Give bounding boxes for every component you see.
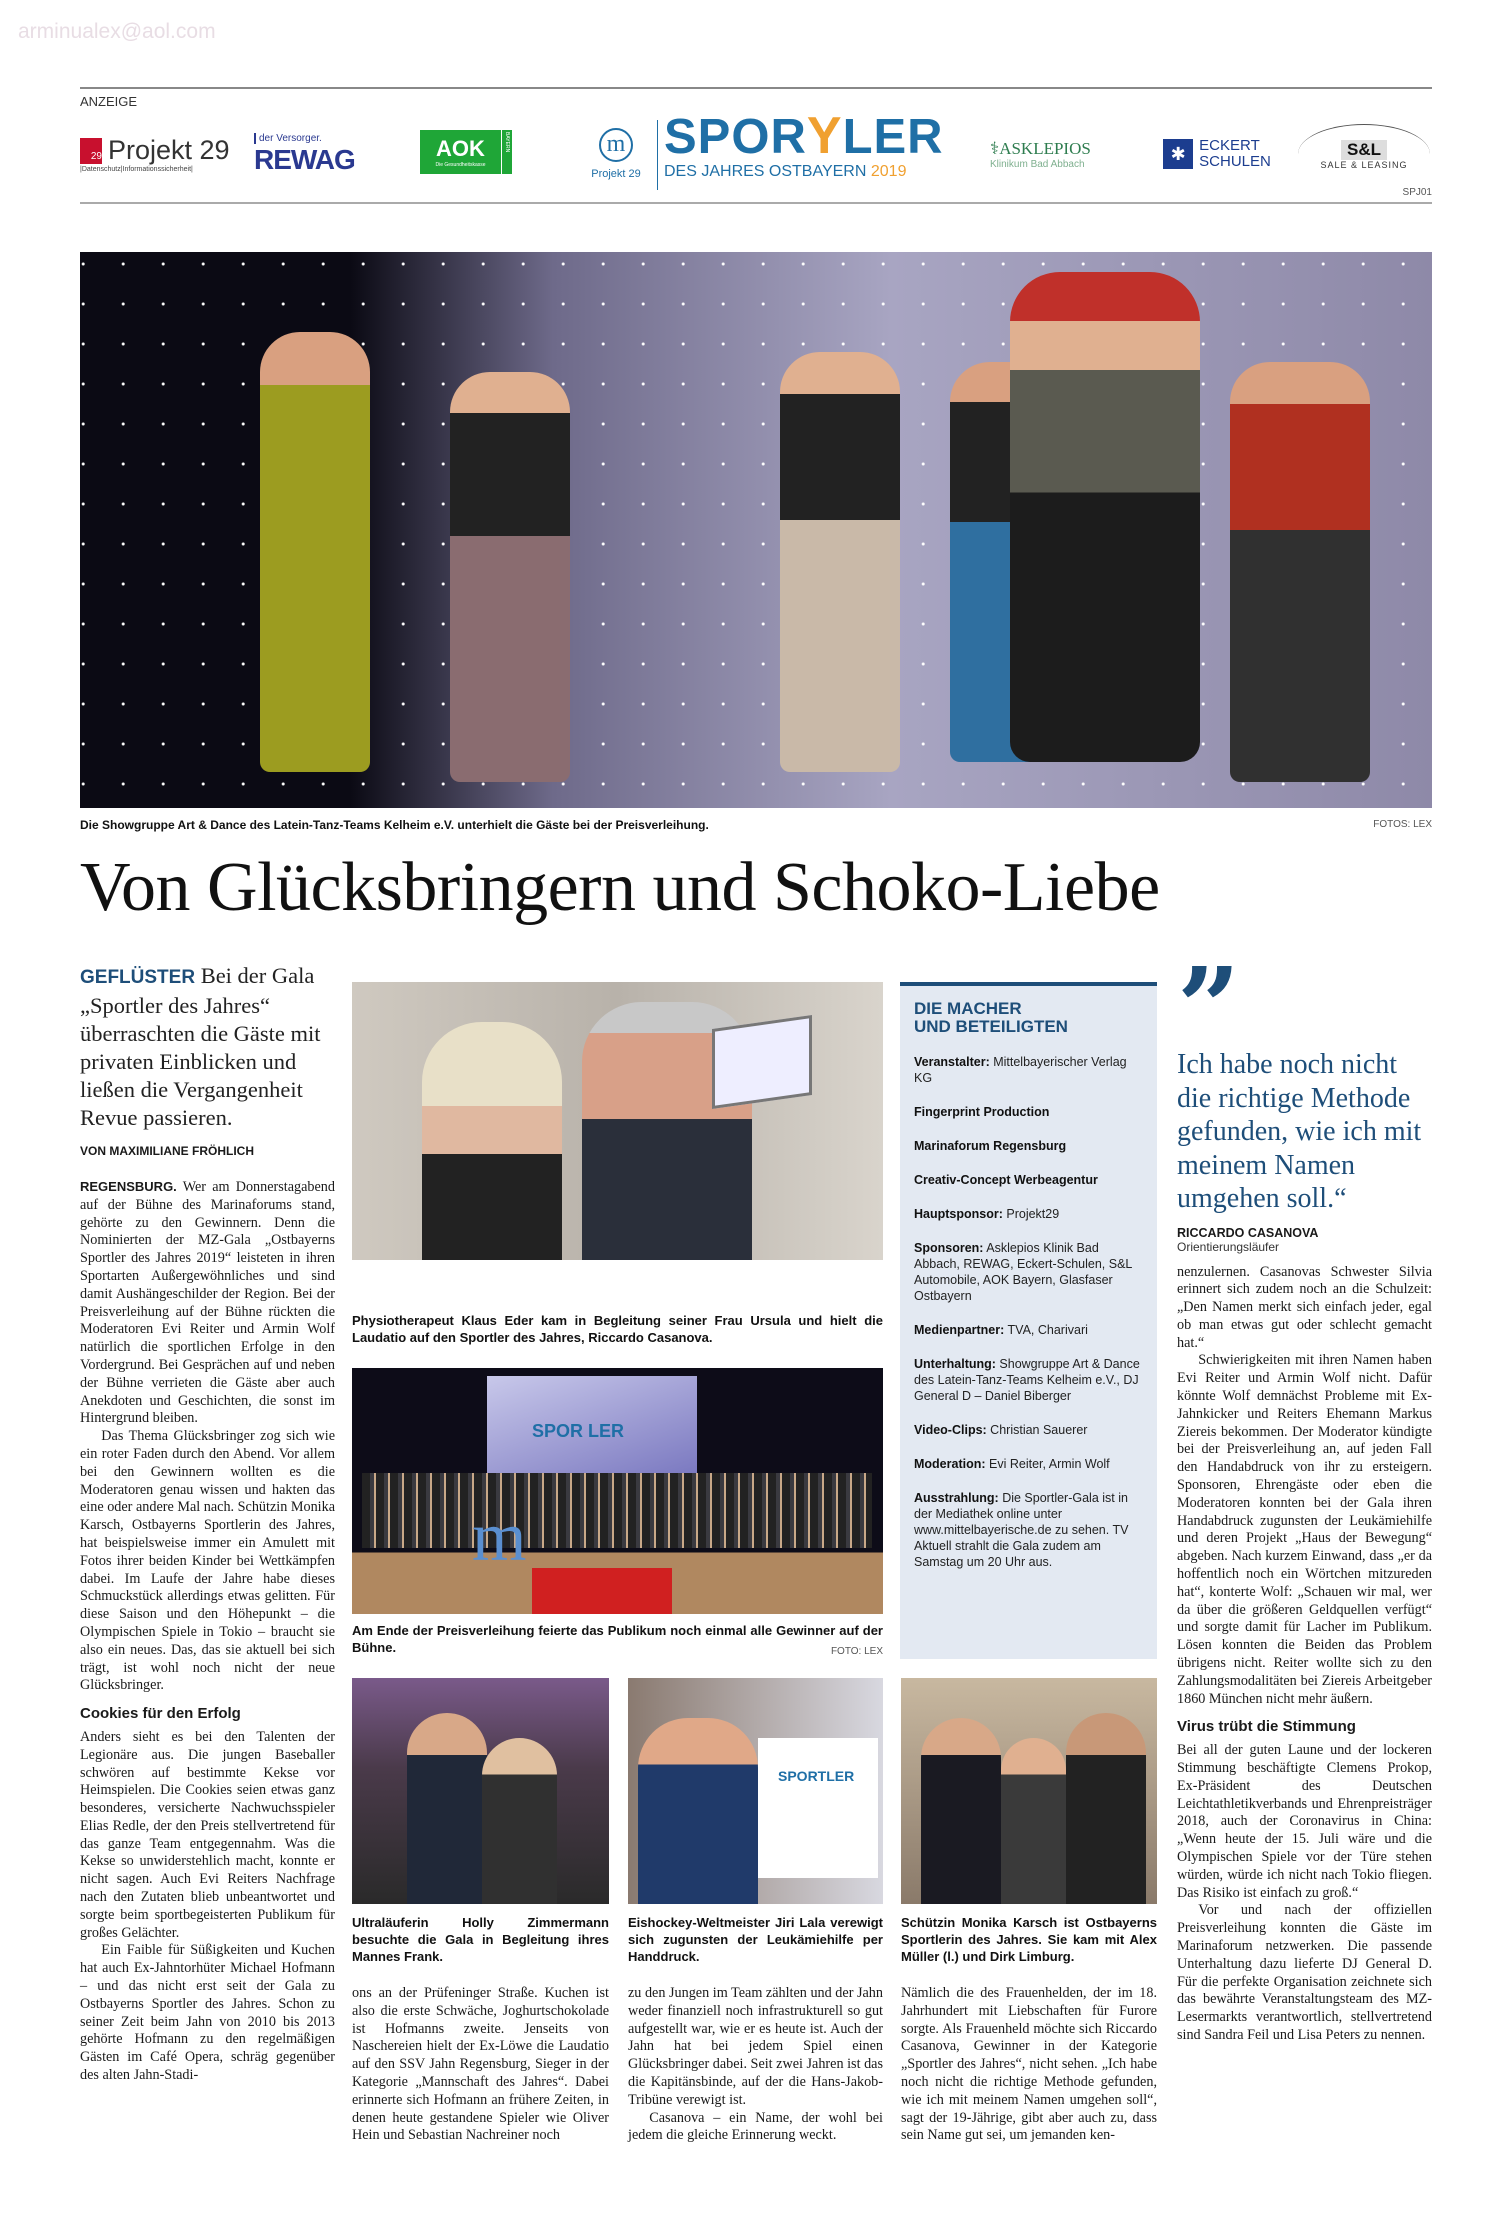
dancer-figure bbox=[260, 332, 370, 772]
info-box-item bbox=[914, 1104, 1143, 1120]
info-label: Hauptsponsor: bbox=[914, 1207, 1003, 1221]
logo-sl[interactable]: S&L SALE & LEASING bbox=[1298, 124, 1430, 184]
logo-projekt29[interactable]: 29 Projekt 29 |Datenschutz|Informationssicherheit| bbox=[80, 135, 230, 173]
column-4-wrap bbox=[901, 1914, 1157, 2145]
info-box-item bbox=[914, 1172, 1143, 1188]
hero-caption: Die Showgruppe Art & Dance des Latein-Tanz-Teams Kelheim e.V. unterhielt die Gäste bei der Preisverleihung. bbox=[80, 818, 709, 832]
info-label: Unterhaltung: bbox=[914, 1357, 996, 1371]
ad-bottom-rule bbox=[80, 202, 1432, 204]
logo-rewag[interactable]: der Versorger. REWAG bbox=[254, 124, 384, 184]
info-label: Sponsoren: bbox=[914, 1241, 984, 1255]
info-label: Ausstrahlung: bbox=[914, 1491, 999, 1505]
article-column-3: zu den Jungen im Team zählten und der Jahn weder finanziell noch infrastrukturell so gut aufgestellt war, wie er es heute ist. Auch der Jahn hat bei jedem Spiel einen Glücksbringer dabei. Seit zwei Jahren ist das die Kapitänsbinde, auf der die Hans-Jakob-Tribüne verewigt ist. Casanova – ein Name, der wohl bei jedem die gleiche Erinnerung weckt. bbox=[628, 1985, 883, 2144]
eckert-icon: ✱ bbox=[1163, 139, 1193, 169]
photo-caption: Am Ende der Preisverleihung feierte das Publikum noch einmal alle Gewinner auf der Bühne. bbox=[352, 1623, 883, 1655]
subheading: Virus trübt die Stimmung bbox=[1177, 1718, 1356, 1736]
info-value: Evi Reiter, Armin Wolf bbox=[985, 1457, 1110, 1471]
hero-photo-dancers bbox=[80, 252, 1432, 808]
info-label: Medienpartner: bbox=[914, 1323, 1005, 1337]
photo-klaus-eder bbox=[352, 982, 883, 1260]
info-box-title: DIE MACHER UND BETEILIGTEN bbox=[914, 999, 1068, 1036]
column-2-wrap bbox=[352, 1914, 609, 2145]
info-value: Projekt29 bbox=[1002, 1207, 1060, 1221]
info-box-item bbox=[914, 1422, 1143, 1438]
dancer-figure bbox=[780, 352, 900, 772]
info-box-item bbox=[914, 1054, 1143, 1086]
column-3-wrap bbox=[628, 1914, 883, 2145]
quote-author-role: Orientierungsläufer bbox=[1177, 1239, 1280, 1254]
photo-credit: FOTO: LEX bbox=[830, 1646, 883, 1657]
info-label: Video-Clips: bbox=[914, 1423, 987, 1437]
info-label: Marinaforum Regensburg bbox=[914, 1139, 1067, 1153]
logo-eckert[interactable]: ✱ ECKERT SCHULEN bbox=[1157, 124, 1277, 184]
photo-caption: Eishockey-Weltmeister Jiri Lala verewigt sich zugunsten der Leukämiehilfe per Handdruck. bbox=[628, 1915, 883, 1964]
photo-holly-zimmermann bbox=[352, 1678, 609, 1904]
info-value: Showgruppe Art & Dance des Latein-Tanz-Teams Kelheim e.V., DJ General D – Daniel Biberger bbox=[914, 1357, 1140, 1403]
person-figure bbox=[638, 1718, 758, 1904]
photo-stage-winners bbox=[352, 1368, 883, 1614]
kicker: GEFLÜSTER bbox=[80, 967, 196, 988]
handprint-board: SPORTLER bbox=[758, 1738, 878, 1878]
asklepios-icon: ⚕ bbox=[990, 138, 1000, 158]
projekt29-icon: 29 bbox=[80, 138, 102, 164]
mz-stage-logo: m bbox=[472, 1499, 527, 1576]
info-value: TVA, Charivari bbox=[1004, 1323, 1088, 1337]
crowd bbox=[362, 1473, 872, 1548]
photo-caption: Physiotherapeut Klaus Eder kam in Begleitung seiner Frau Ursula und hielt die Laudatio auf den Sportler des Jahres, Riccardo Casanova. bbox=[352, 1313, 883, 1345]
info-box-item bbox=[914, 1240, 1143, 1304]
person-figure bbox=[921, 1718, 1001, 1904]
person-figure bbox=[407, 1713, 487, 1904]
person-figure bbox=[1066, 1713, 1146, 1904]
mz-icon: m bbox=[599, 128, 633, 162]
info-label: Moderation: bbox=[914, 1457, 986, 1471]
dateline: REGENSBURG. bbox=[80, 1179, 177, 1194]
article-column-5: nenzulernen. Casanovas Schwester Silvia erinnert sich zudem noch an die Schulzeit: „Den Namen merkt sich einfach jeder, egal ob man etwas gut oder schlecht gemacht hat.“ Schwierigkeiten mit ihren Namen haben Evi Reiter und Armin Wolf nicht. Dafür könnte Wolf demnächst Probleme mit Ex-Jahnkicker und Reiters Ehemann Markus Ziereis bekommen. Der Moderator kündigte bei der Preisverleihung an, auf jeden Fall den Handabdruck von ihr zu ersteigern. Sponsoren, Ehrengäste oder eben die Moderatoren konnten bei der Gala ihren Handabdruck zugunsten der Leukämiehilfe und deren Projekt „Haus der Bewegung“ abgeben. Nach kurzem Einwand, dass „er da hoffentlich noch ein Wörtchen mitzureden hat“, konterte Wolf: „Schauen wir mal, wer da über die größeren Geldquellen verfügt“ und sorgte damit für Lacher im Publikum. Lösen konnten die Beiden das Problem übrigens nicht. Reiter wollte sich zu den Zahlungsmodalitäten bei Ziereis Arbeitgeber 1860 München nicht mehr äußern. Virus trübt die Stimmung Bei all der guten Laune und der lockeren Stimmung beschäftigte Clemens Prokop, Ex-Präsident des Deutschen Leichtathletikverbands und Ehrenpreisträger 2018, auch der Coronavirus in China: „Wenn heute der 15. Juli wäre und die Olympischen Spiele vor der Türe stehen würden, würde ich nicht nach Tokio fliegen. Das Risiko ist einfach zu groß.“ Vor und nach der offiziellen Preisverleihung konnten die Gäste im Marinaforum netzwerken. Die passende Unterhaltung dazu lieferte DJ General D. Für die perfekte Organisation zeichnete sich das bewährte Veranstaltungsteam des MZ-Lesermarkts verantwortlich, stellvertretend sind Sandra Feil und Lisa Peters zu nennen. bbox=[1177, 1263, 1432, 2043]
article-lead: GEFLÜSTER Bei der Gala „Sportler des Jahres“ überraschten die Gäste mit privaten Einblicken und ließen die Vergangenheit Revue passieren. bbox=[80, 963, 321, 1130]
headline: Von Glücksbringern und Schoko-Liebe bbox=[80, 849, 1160, 926]
logo-divider bbox=[657, 120, 658, 190]
article-column-1: REGENSBURG. Wer am Donnerstagabend auf der Bühne des Marinaforums stand, gehörte zu den Gewinnern. Denn die Nominierten der MZ-Gala „Ostbayerns Sportler des Jahres 2019“ leisteten in ihren Sportarten Außergewöhnliches und sind damit Aushängeschilder der Region. Bei der Preisverleihung auf der Bühne rückten die Moderatoren Evi Reiter und Armin Wolf natürlich die sportlichen Erfolge in den Vordergrund. Bei Gesprächen auf und neben der Bühne verrieten die Gäste aber auch Anekdoten und Geschichten, die sonst im Hintergrund bleiben. Das Thema Glücksbringer zog sich wie ein roter Faden durch den Abend. Vor allem bei den Gewinnern wollten es die Moderatoren genau wissen und hakten das eine oder andere Mal nach. Schützin Monika Karsch, Ostbayerns Sportlerin des Jahres, hat beispielsweise immer ein Amulett mit Fotos ihrer beiden Kinder bei Wettkämpfen dabei. Im Laufe der Jahre habe dieses Schmuckstück allerdings etwas gelitten. Für diese Saison und den Höhepunkt – die Olympischen Spiele in Tokio – braucht sie also ein neues. Das, das sie aktuell bei sich trägt, ist wohl noch nicht der neue Glücksbringer. Cookies für den Erfolg Anders sieht es bei den Talenten der Legionäre aus. Die jungen Baseballer schwören auf bestimmte Kekse vor Heimspielen. Die Cookies seien etwas ganz besonderes, versicherte Nachwuchsspieler Elias Redle, der den Preis stellvertretend für das ganze Team entgegennahm. Was die Kekse so unwiderstehlich macht, konnte er nicht sagen. Auch Evi Reiters Nachfrage nach den Zutaten blieb unbeantwortet und sorgte beim sportbegeisterten Publikum für großes Gelächter. Ein Faible für Süßigkeiten und Kuchen hat auch Ex-Jahntorhüter Michael Hofmann – und das nicht erst seit der Gala zu Ostbayerns Sportler des Jahres. Schon zu seiner Zeit beim Jahn von 2010 bis 2013 gehörte Hofmann zu den regelmäßigen Gästen im Café Opera, schräg gegenüber des alten Jahn-Stadi- bbox=[80, 1179, 335, 2084]
dancer-figure bbox=[1230, 362, 1370, 782]
person-figure bbox=[422, 1022, 562, 1260]
info-label: Fingerprint Production bbox=[914, 1105, 1050, 1119]
ad-label: ANZEIGE bbox=[80, 94, 138, 109]
person-figure bbox=[482, 1738, 557, 1904]
info-label: Veranstalter: bbox=[914, 1055, 990, 1069]
info-value: Die Sportler-Gala ist in der Mediathek online unter www.mittelbayerische.de zu sehen. TV Aktuell strahlt die Gala zudem am Samstag um 20 Uhr aus. bbox=[914, 1491, 1129, 1569]
quote-mark-icon: ” bbox=[1177, 943, 1241, 1072]
info-box-item bbox=[914, 1322, 1143, 1338]
info-value: Mittelbayerischer Verlag KG bbox=[914, 1055, 1127, 1085]
logo-sportler-des-jahres[interactable]: SPORYLER DES JAHRES OSTBAYERN 2019 bbox=[664, 106, 944, 180]
ad-top-rule bbox=[80, 87, 1432, 89]
ad-code: SPJ01 bbox=[1402, 187, 1432, 198]
article-column-4: Nämlich die des Frauenhelden, der im 18. Jahrhundert mit Liebschaften für Furore sorgte. Als Frauenheld möchte sich Riccardo Casanova, Gewinner in der Kategorie „Sportler des Jahres“, nicht sehen. „Ich habe noch nicht die richtige Methode gefunden, wie ich mit meinem Namen umgehen soll“, sagt der 19-Jährige, gibt aber auch zu, dass sein Name gut sei, um jemanden ken- bbox=[901, 1985, 1157, 2144]
info-box-item bbox=[914, 1456, 1143, 1472]
photo-caption: Schützin Monika Karsch ist Ostbayerns Sportlerin des Jahres. Sie kam mit Alex Müller (l.) und Dirk Limburg. bbox=[901, 1915, 1157, 1964]
photo-jiri-lala bbox=[628, 1678, 883, 1904]
dancer-figure bbox=[1010, 272, 1200, 762]
photo-caption-wrap bbox=[352, 1622, 883, 1660]
info-box-macher bbox=[900, 982, 1157, 1659]
dancer-figure bbox=[450, 372, 570, 782]
info-value: Christian Sauerer bbox=[986, 1423, 1088, 1437]
logo-mz-projekt29[interactable]: m Projekt 29 bbox=[576, 124, 656, 184]
info-box-item bbox=[914, 1356, 1143, 1404]
trophy-figure-icon: Y bbox=[806, 106, 843, 165]
info-box-item bbox=[914, 1206, 1143, 1222]
subheading: Cookies für den Erfolg bbox=[80, 1705, 241, 1723]
info-label: Creativ-Concept Werbeagentur bbox=[914, 1173, 1098, 1187]
person-figure bbox=[1001, 1738, 1066, 1904]
byline: VON MAXIMILIANE FRÖHLICH bbox=[80, 1144, 254, 1158]
info-box-item bbox=[914, 1138, 1143, 1154]
column-5-wrap bbox=[1177, 943, 1435, 2045]
logo-aok[interactable]: AOK Die Gesundheitskasse BAYERN bbox=[420, 130, 512, 174]
info-value: Asklepios Klinik Bad Abbach, REWAG, Eckert-Schulen, S&L Automobile, AOK Bayern, Glasfaser Ostbayern bbox=[914, 1241, 1132, 1303]
quote-author: RICCARDO CASANOVA bbox=[1177, 1225, 1319, 1240]
red-carpet bbox=[532, 1568, 672, 1614]
pull-quote: Ich habe noch nicht die richtige Methode gefunden, wie ich mit meinem Namen umgehen soll.“ bbox=[1177, 1049, 1422, 1214]
photo-monika-karsch bbox=[901, 1678, 1157, 1904]
article-column-1-wrap bbox=[80, 962, 335, 2085]
watermark: arminualex@aol.com bbox=[18, 20, 216, 43]
stage-screen: SPOR LER bbox=[487, 1376, 697, 1476]
article-column-2: ons an der Prüfeninger Straße. Kuchen ist also die erste Schwäche, Joghurtschokolade ist Hofmanns zweite. Jenseits von Naschereien hielt der Ex-Löwe die Laudatio auf den SSV Jahn Regensburg, Sieger in der Kategorie „Mannschaft des Jahres“. Dabei erinnerte sich Hofmann an frühere Zeiten, in denen heute gestandene Spieler wie Oliver Hein und Sebastian Nachreiner noch bbox=[352, 1985, 609, 2144]
logo-asklepios[interactable]: ⚕ASKLEPIOS Klinikum Bad Abbach bbox=[990, 138, 1091, 170]
info-box-item bbox=[914, 1490, 1143, 1570]
hero-credit: FOTOS: LEX bbox=[1373, 819, 1432, 830]
photo-caption: Ultraläuferin Holly Zimmermann besuchte die Gala in Begleitung ihres Mannes Frank. bbox=[352, 1915, 609, 1964]
screen bbox=[712, 1015, 812, 1109]
